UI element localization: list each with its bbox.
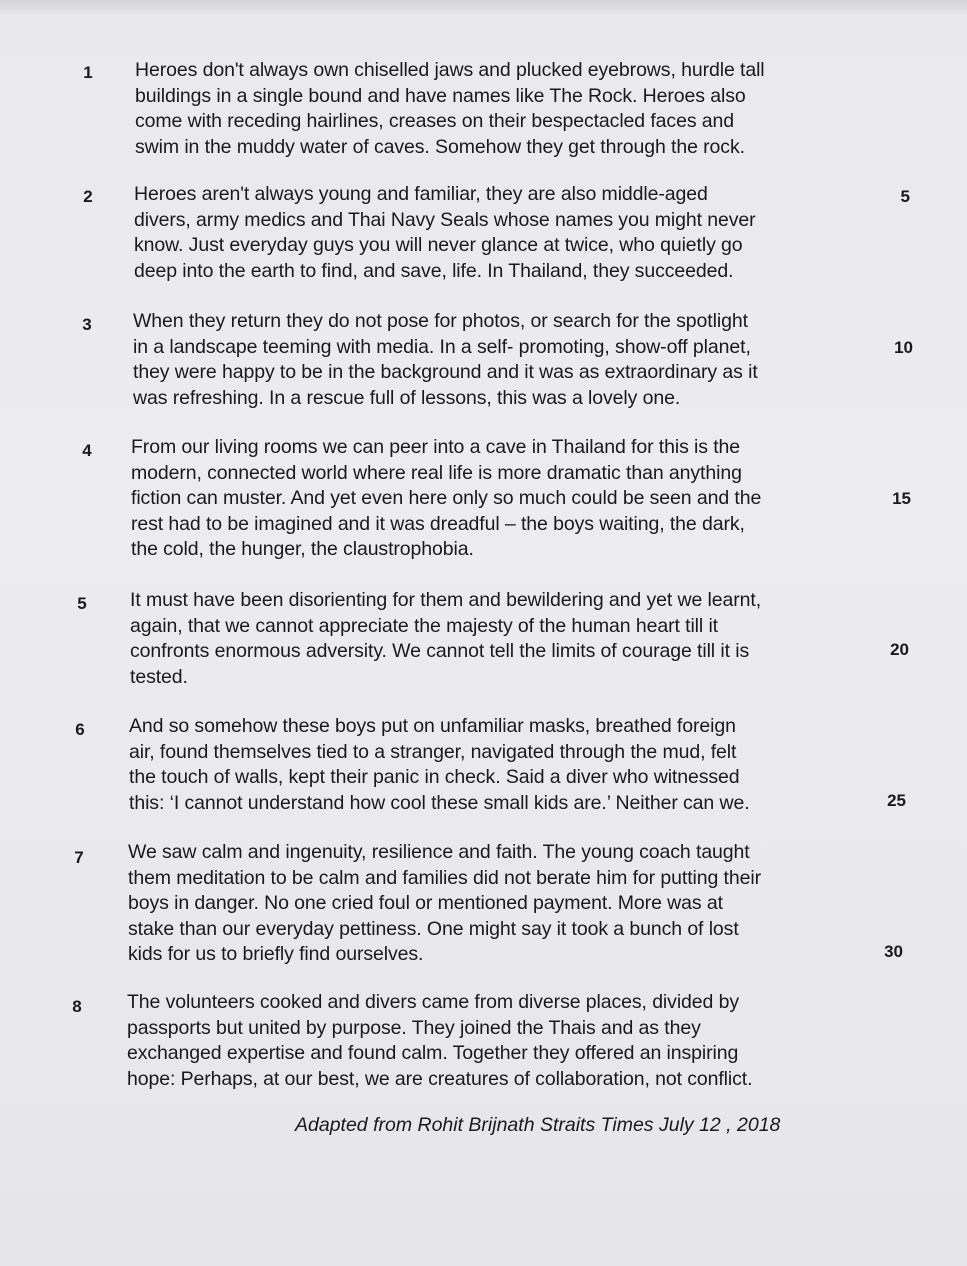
paragraph-text — [133, 309, 758, 411]
text-line: Heroes aren't always young and familiar, they are also middle-aged — [134, 183, 708, 205]
text-line: the touch of walls, kept their panic in check. Said a diver who witnessed — [129, 766, 740, 789]
paragraph-number: 7 — [74, 848, 84, 867]
text-line: the cold, the hunger, the claustrophobia. — [131, 538, 474, 561]
text-line: kids for us to briefly find ourselves. — [128, 943, 424, 966]
text-line: Heroes don't always own chiselled jaws and plucked eyebrows, hurdle tall — [135, 59, 765, 81]
text-line: boys in danger. No one cried foul or mentioned payment. More was at — [128, 892, 723, 915]
text-line: they were happy to be in the background and it was as extraordinary as it — [133, 361, 758, 384]
text-line: tested. — [130, 665, 188, 688]
paragraph-text — [131, 435, 761, 563]
paragraph-text — [127, 990, 752, 1092]
paragraph-number: 1 — [83, 63, 93, 82]
paragraph-number: 4 — [82, 441, 92, 460]
text-line: stake than our everyday pettiness. One might say it took a bunch of lost — [128, 917, 739, 940]
text-line: swim in the muddy water of caves. Somehow they get through the rock. — [135, 135, 745, 158]
page-top-edge — [0, 0, 967, 14]
text-line: in a landscape teeming with media. In a self- promoting, show-off planet, — [133, 335, 751, 358]
paragraph-text — [129, 714, 750, 816]
text-line: this: ‘I cannot understand how cool these small kids are.’ Neither can we. — [129, 791, 750, 814]
text-line: again, that we cannot appreciate the majesty of the human heart till it — [130, 614, 719, 637]
text-line: hope: Perhaps, at our best, we are creatures of collaboration, not conflict. — [127, 1067, 753, 1090]
text-line: And so somehow these boys put on unfamiliar masks, breathed foreign — [129, 715, 736, 737]
text-line: deep into the earth to find, and save, life. In Thailand, they succeeded. — [134, 259, 734, 282]
text-line: rest had to be imagined and it was dreadful – the boys waiting, the dark, — [131, 512, 745, 535]
paragraph-number: 6 — [75, 720, 85, 739]
paragraph-text — [128, 840, 761, 968]
text-line: buildings in a single bound and have names like The Rock. Heroes also — [135, 84, 746, 107]
text-line: divers, army medics and Thai Navy Seals whose names you might never — [134, 208, 756, 231]
line-number-marker: 30 — [884, 942, 903, 961]
text-line: them meditation to be calm and families did not berate him for putting their — [128, 866, 761, 889]
line-number-marker: 5 — [900, 187, 910, 206]
text-line: It must have been disorienting for them and bewildering and yet we learnt, — [130, 589, 762, 611]
line-number-marker: 20 — [890, 640, 909, 659]
text-line: The volunteers cooked and divers came from diverse places, divided by — [127, 991, 739, 1013]
text-line: was refreshing. In a rescue full of lessons, this was a lovely one. — [133, 386, 681, 409]
text-line: We saw calm and ingenuity, resilience and faith. The young coach taught — [128, 841, 750, 863]
line-number-marker: 10 — [894, 338, 913, 357]
paragraph-number: 2 — [83, 187, 93, 206]
text-line: confronts enormous adversity. We cannot tell the limits of courage till it is — [130, 640, 750, 663]
text-line: know. Just everyday guys you will never glance at twice, who quietly go — [134, 234, 743, 257]
line-number-marker: 25 — [887, 791, 906, 810]
text-line: passports but united by purpose. They joined the Thais and as they — [127, 1016, 701, 1039]
paragraph-text — [130, 588, 761, 690]
text-line: modern, connected world where real life is more dramatic than anything — [131, 461, 742, 484]
text-line: fiction can muster. And yet even here only so much could be seen and the — [131, 487, 762, 510]
text-line: exchanged expertise and found calm. Together they offered an inspiring — [127, 1042, 739, 1065]
text-line: From our living rooms we can peer into a cave in Thailand for this is the — [131, 436, 741, 458]
text-line: When they return they do not pose for photos, or search for the spotlight — [133, 310, 748, 332]
line-number-marker: 15 — [892, 489, 911, 508]
source-citation: Adapted from Rohit Brijnath Straits Times July 12 , 2018 — [295, 1114, 781, 1136]
paragraph-text — [135, 58, 765, 160]
text-line: air, found themselves tied to a stranger, navigated through the mud, felt — [129, 740, 737, 763]
paragraph-number: 3 — [82, 315, 92, 334]
paragraph-number: 5 — [77, 594, 87, 613]
text-line: come with receding hairlines, creases on their bespectacled faces and — [135, 110, 735, 133]
paragraph-text — [134, 182, 756, 284]
paragraph-number: 8 — [72, 997, 82, 1016]
